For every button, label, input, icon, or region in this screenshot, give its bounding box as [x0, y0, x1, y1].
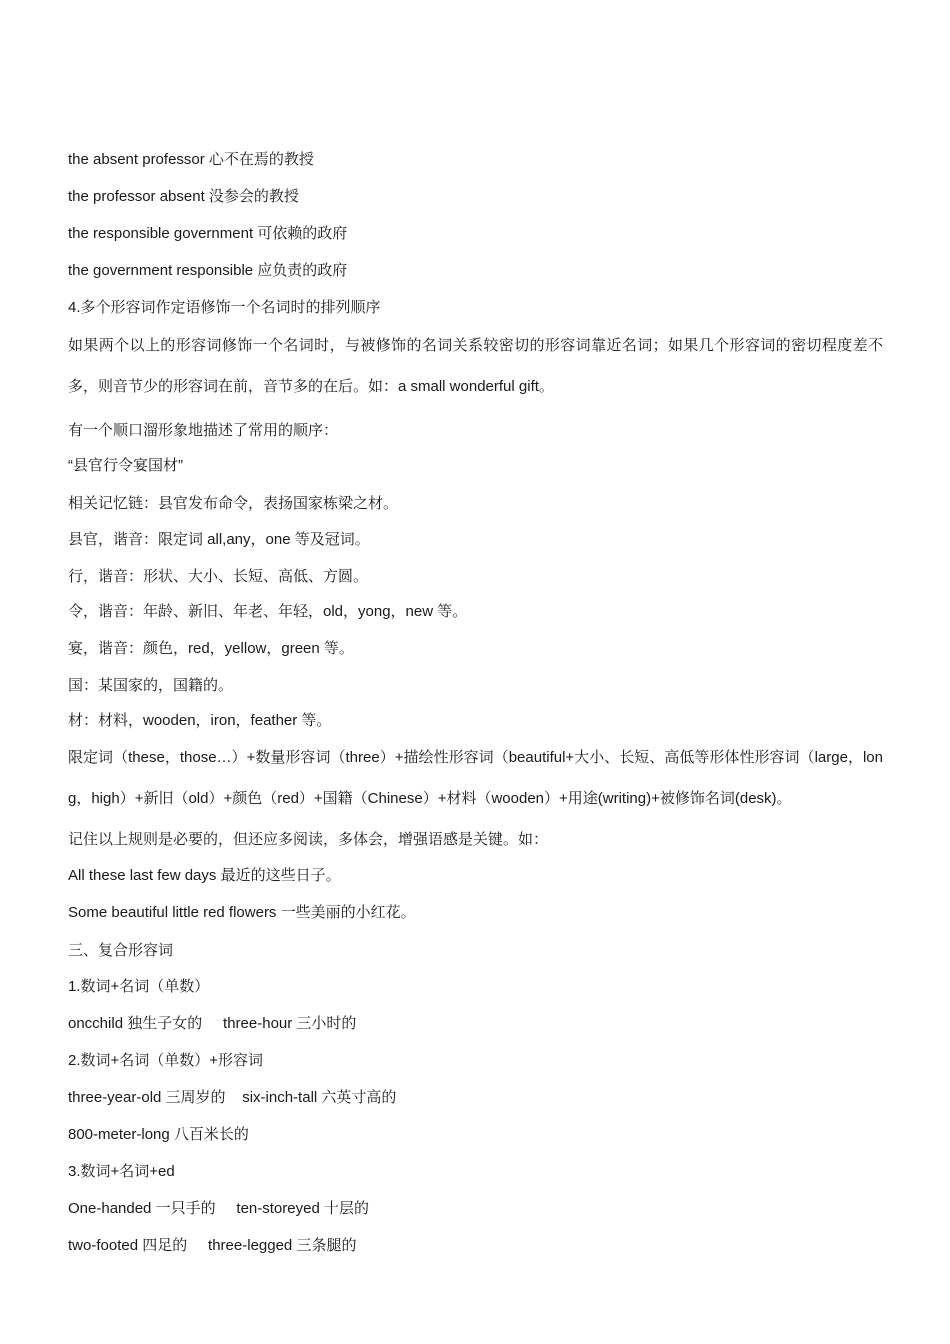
text-line: 有一个顺口溜形象地描述了常用的顺序： — [68, 422, 339, 439]
document-page — [68, 149, 883, 1257]
example-line: oncchild 独生子女的 three-hour 三小时的 — [68, 1015, 357, 1032]
section-heading: 4.多个形容词作定语修饰一个名词时的排列顺序 — [68, 299, 381, 316]
mnemonic-line: “县官行令宴国材” — [68, 457, 183, 474]
section-heading: 三、复合形容词 — [68, 942, 174, 959]
paragraph: 限定词（these，those…）+数量形容词（three）+描绘性形容词（beautiful+大小、长短、高低等形体性形容词（large，long，high）+新旧（old）+颜色（red）+国籍（Chinese）+材料（wooden）+用途(writing)+被修饰名词(desk)。 — [68, 749, 883, 807]
subsection-heading: 1.数词+名词（单数） — [68, 978, 210, 995]
text-line: 材：材料，wooden，iron，feather 等。 — [68, 712, 332, 729]
text-line: 宴，谐音：颜色，red，yellow，green 等。 — [68, 640, 354, 657]
text-line: the absent professor 心不在焉的教授 — [68, 151, 314, 168]
example-line: three-year-old 三周岁的 six-inch-tall 六英寸高的 — [68, 1089, 397, 1106]
text-line: 县官，谐音：限定词 all,any，one 等及冠词。 — [68, 531, 370, 548]
text-line: 记住以上规则是必要的，但还应多阅读，多体会，增强语感是关键。如： — [68, 831, 549, 848]
example-line: All these last few days 最近的这些日子。 — [68, 867, 341, 884]
text-line: the professor absent 没参会的教授 — [68, 188, 299, 205]
text-line: the responsible government 可依赖的政府 — [68, 225, 348, 242]
example-line: two-footed 四足的 three-legged 三条腿的 — [68, 1237, 357, 1254]
subsection-heading: 2.数词+名词（单数）+形容词 — [68, 1052, 264, 1069]
subsection-heading: 3.数词+名词+ed — [68, 1163, 175, 1180]
example-line: 800-meter-long 八百米长的 — [68, 1126, 249, 1143]
paragraph: 如果两个以上的形容词修饰一个名词时，与被修饰的名词关系较密切的形容词靠近名词；如果几个形容词的密切程度差不多，则音节少的形容词在前，音节多的在后。如：a small wonderful gift。 — [68, 337, 883, 395]
text-line: 国：某国家的，国籍的。 — [68, 677, 234, 694]
example-line: One-handed 一只手的 ten-storeyed 十层的 — [68, 1200, 369, 1217]
text-line: 行，谐音：形状、大小、长短、高低、方圆。 — [68, 568, 369, 585]
text-line: the government responsible 应负责的政府 — [68, 262, 348, 279]
example-line: Some beautiful little red flowers 一些美丽的小红花。 — [68, 904, 416, 921]
text-line: 相关记忆链：县官发布命令，表扬国家栋梁之材。 — [68, 495, 399, 512]
text-line: 令，谐音：年龄、新旧、年老、年轻，old，yong，new 等。 — [68, 603, 468, 620]
